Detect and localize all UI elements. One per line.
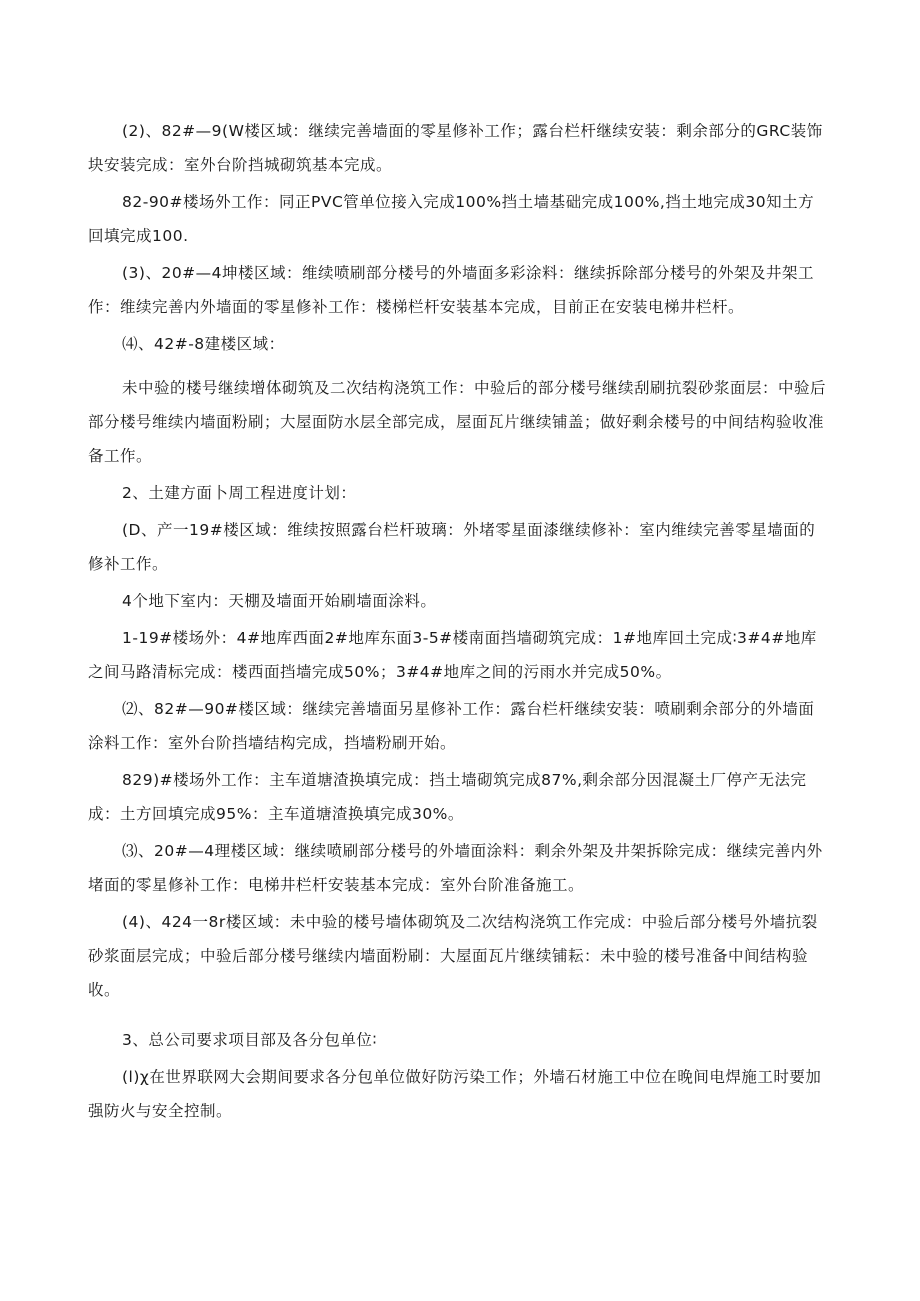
paragraph-plan-zone-20-4: ⑶、20#—4理楼区域：继续喷刷部分楼号的外墙面涂料：剩余外架及井架拆除完成：继续完善内外堵面的零星修补工作：电梯井栏杆安装基本完成：室外台阶准备施工。: [88, 842, 823, 894]
section-heading-next-week-plan: 2、土建方面卜周工程进度计划：: [122, 484, 357, 502]
paragraph-zone-82-90-exterior: 82-90#楼场外工作：同正PVC管单位接入完成100%挡土墙基础完成100%,挡土地完成30知土方回填完成100.: [88, 193, 815, 245]
paragraph-plan-82-90-exterior: 829)#楼场外工作：主车道塘渣换填完成：挡土墙砌筑完成87%,剩余部分因混凝土厂停产无法完成：土方回填完成95%：主车道塘渣换填完成30%。: [88, 771, 807, 823]
paragraph-plan-zone-1-19: (D、产一19#楼区域：维续按照露台栏杆玻璃：外堵零星面漆继续修补：室内维续完善零星墙面的修补工作。: [88, 521, 816, 573]
section-heading-head-office-requirements: 3、总公司要求项目部及各分包单位∶: [122, 1031, 377, 1049]
paragraph-requirement-1: (l)χ在世界联网大会期间要求各分包单位做好防污染工作；外墙石材施工中位在晚间电焊施工时要加强防火与安全控制。: [88, 1068, 822, 1120]
paragraph-plan-basements: 4个地下室内：天棚及墙面开始刷墙面涂料。: [122, 592, 437, 610]
paragraph-plan-zone-82-90: ⑵、82#—90#楼区域：继续完善墙面另星修补工作：露台栏杆继续安装：喷刷剩余部分的外墙面涂料工作：室外台阶挡墙结构完成，挡墙粉刷开始。: [88, 700, 815, 752]
paragraph-zone-42-8-body: 未中验的楼号继续增体砌筑及二次结构浇筑工作：中验后的部分楼号继续刮刷抗裂砂浆面层：中验后部分楼号维续内墙面粉刷；大屋面防水层全部完成，屋面瓦片继续铺盖；做好剩余楼号的中间结构验收准备工作。: [88, 379, 827, 465]
paragraph-zone-20-4: (3)、20#—4坤楼区域：维续喷刷部分楼号的外墙面多彩涂料：继续拆除部分楼号的外架及井架工作：维续完善内外墙面的零星修补工作：楼梯栏杆安装基本完成，目前正在安装电梯井栏杆。: [88, 264, 815, 316]
paragraph-zone-42-8-heading: ⑷、42#-8建楼区域：: [122, 335, 285, 353]
paragraph-plan-1-19-exterior: 1-19#楼场外：4#地库西面2#地库东面3-5#楼南面挡墙砌筑完成：1#地库回土完成∶3#4#地库之间马路清标完成：楼西面挡墙完成50%；3#4#地库之间的污雨水并完成50%。: [88, 629, 817, 681]
paragraph-plan-zone-42-8: (4)、424一8r楼区域：未中验的楼号墙体砌筑及二次结构浇筑工作完成：中验后部分楼号外墙抗裂砂浆面层完成；中验后部分楼号继续内墙面粉刷：大屋面瓦片继续铺耘：未中验的楼号准备中间结构验收。: [88, 913, 818, 999]
paragraph-zone-82-90: (2)、82#—9(W楼区域：继续完善墙面的零星修补工作；露台栏杆继续安装：剩余部分的GRC装饰块安装完成：室外台阶挡城砌筑基本完成。: [88, 122, 823, 174]
